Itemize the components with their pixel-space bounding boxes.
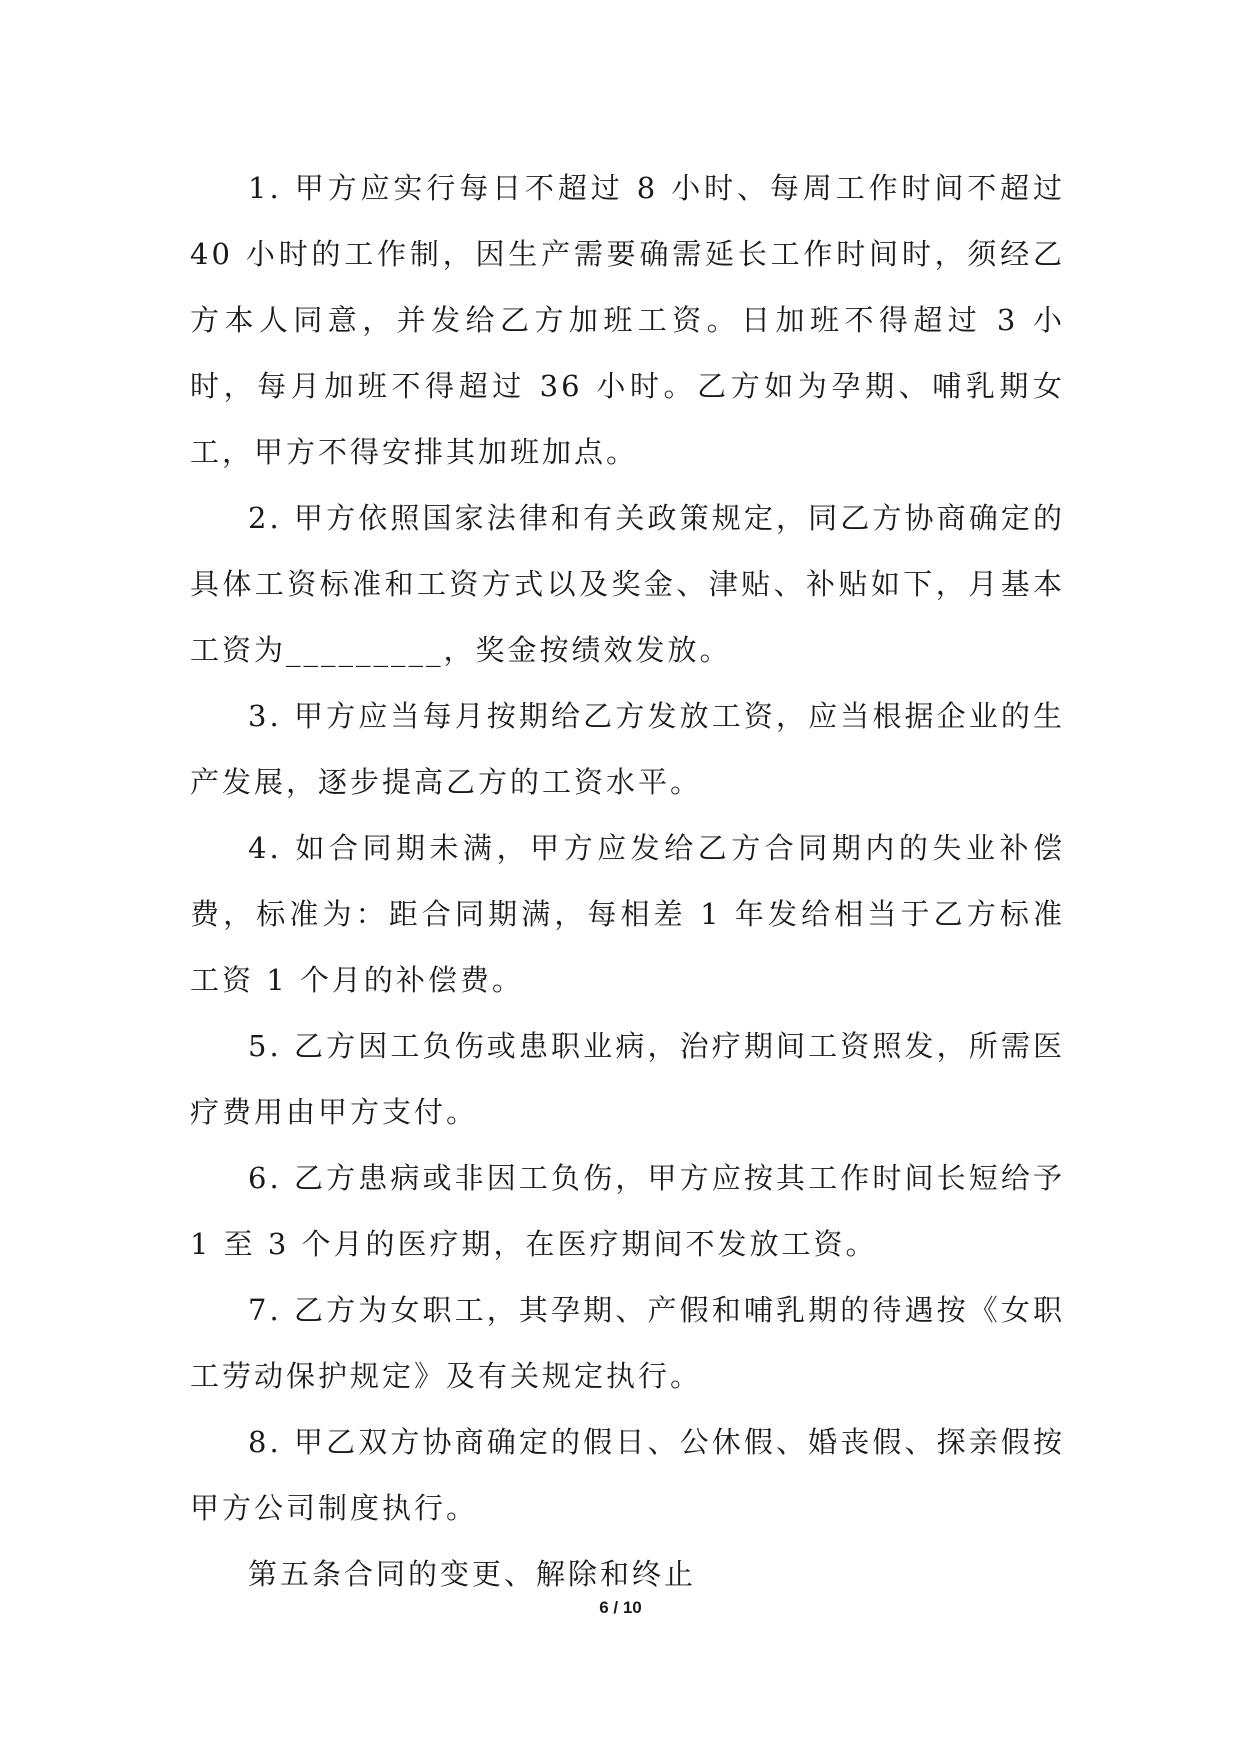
paragraph-8: 8. 甲乙双方协商确定的假日、公休假、婚丧假、探亲假按甲方公司制度执行。 xyxy=(190,1425,1065,1525)
paragraph-5: 5. 乙方因工负伤或患职业病，治疗期间工资照发，所需医疗费用由甲方支付。 xyxy=(190,1029,1065,1129)
paragraph-3: 3. 甲方应当每月按期给乙方发放工资，应当根据企业的生产发展，逐步提高乙方的工资水平。 xyxy=(190,699,1065,799)
document-body xyxy=(190,155,1065,1607)
page-number: 6 / 10 xyxy=(599,1598,642,1617)
paragraph-7: 7. 乙方为女职工，其孕期、产假和哺乳期的待遇按《女职工劳动保护规定》及有关规定执行。 xyxy=(190,1293,1065,1393)
paragraph-4: 4. 如合同期未满，甲方应发给乙方合同期内的失业补偿费，标准为：距合同期满，每相差 1 年发给相当于乙方标准工资 1 个月的补偿费。 xyxy=(190,831,1065,997)
paragraph-2: 2. 甲方依照国家法律和有关政策规定，同乙方协商确定的具体工资标准和工资方式以及奖金、津贴、补贴如下，月基本工资为_________，奖金按绩效发放。 xyxy=(190,501,1065,667)
paragraph-1: 1. 甲方应实行每日不超过 8 小时、每周工作时间不超过 40 小时的工作制，因生产需要确需延长工作时间时，须经乙方本人同意，并发给乙方加班工资。日加班不得超过 3 小时，每月加班不得超过 36 小时。乙方如为孕期、哺乳期女工，甲方不得安排其加班加点。 xyxy=(190,171,1065,469)
paragraph-6: 6. 乙方患病或非因工负伤，甲方应按其工作时间长短给予 1 至 3 个月的医疗期，在医疗期间不发放工资。 xyxy=(190,1161,1065,1261)
section-heading: 第五条合同的变更、解除和终止 xyxy=(248,1557,697,1591)
